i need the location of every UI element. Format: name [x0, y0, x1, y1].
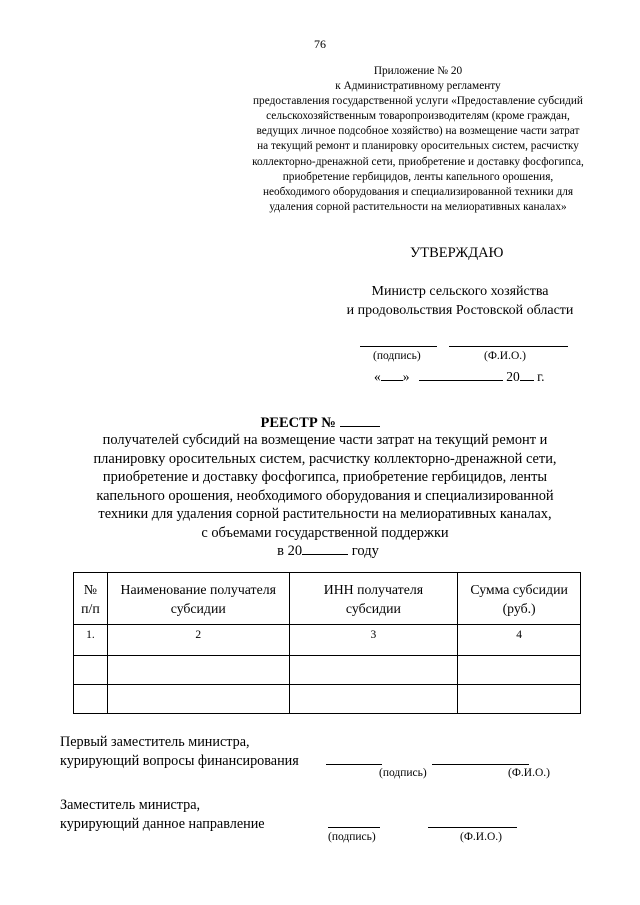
appendix-line: на текущий ремонт и планировку оросительных систем, расчистку: [257, 140, 579, 153]
register-year-suffix: году: [351, 543, 379, 559]
appendix-line: сельскохозяйственным товаропроизводителям (кроме граждан,: [266, 110, 570, 123]
header-line: субсидии: [170, 600, 226, 616]
date-quote-close: »: [402, 369, 410, 384]
table-row: [74, 656, 581, 685]
signatory-2-name-line: [428, 827, 517, 828]
table-header-recipient: [107, 573, 289, 625]
table-cell: 3: [289, 625, 458, 656]
table-cell: [74, 685, 108, 714]
appendix-line: ведущих личное подсобное хозяйство) на возмещение части затрат: [256, 125, 580, 138]
register-year-prefix: в 20: [277, 543, 303, 559]
date-year-blank: [520, 368, 534, 381]
signatory-1-signature-caption: (подпись): [379, 767, 427, 779]
register-year-blank: [302, 542, 348, 555]
date-day-blank: [381, 368, 403, 381]
register-title: [0, 413, 640, 432]
signatory-1-name-caption: (Ф.И.О.): [508, 767, 550, 779]
header-line: (руб.): [502, 600, 536, 616]
table-cell: 4: [458, 625, 581, 656]
register-description-line: приобретение и доставку фосфогипса, приобретение гербицидов, ленты: [102, 469, 548, 486]
signatory-line: курирующий вопросы финансирования: [60, 752, 299, 769]
table-cell: [289, 656, 458, 685]
approval-position: [330, 282, 590, 320]
signatory-2-signature-line: [328, 827, 380, 828]
register-description-line: с объемами государственной поддержки: [201, 524, 449, 541]
date-year-suffix: г.: [537, 369, 545, 384]
signatory-deputy: [60, 796, 265, 833]
header-line: Наименование получателя: [120, 581, 276, 597]
approval-position-line: Министр сельского хозяйства: [371, 284, 549, 299]
signatory-line: Первый заместитель министра,: [60, 734, 250, 750]
signatory-2-name-caption: (Ф.И.О.): [460, 831, 502, 843]
table-cell: [458, 685, 581, 714]
approval-date: [374, 368, 545, 385]
appendix-line: приобретение гербицидов, ленты капельного орошения,: [282, 170, 554, 183]
signatory-1-name-line: [432, 764, 529, 765]
page-number: 76: [314, 37, 326, 51]
table-cell: [107, 656, 289, 685]
approval-signature-line: [360, 346, 437, 347]
table-header-inn: [289, 573, 458, 625]
register-description-line: получателей субсидий на возмещение части затрат на текущий ремонт и: [102, 432, 548, 448]
table-header-row: [74, 573, 581, 625]
register-description-line: капельного орошения, необходимого оборудования и специализированной: [96, 487, 554, 504]
approval-name-caption: (Ф.И.О.): [484, 350, 526, 362]
register-number-blank: [340, 413, 380, 427]
appendix-line: коллекторно-дренажной сети, приобретение и доставку фосфогипса,: [252, 155, 584, 168]
approval-signature-caption: (подпись): [373, 350, 421, 362]
signatory-line: курирующий данное направление: [60, 815, 265, 832]
header-line: субсидии: [345, 600, 401, 616]
date-quote-open: «: [374, 369, 381, 384]
signatory-first-deputy: [60, 733, 299, 770]
table-cell: 1.: [74, 625, 108, 656]
appendix-line: к Административному регламенту: [335, 80, 501, 93]
register-table: [73, 572, 581, 714]
table-cell: [74, 656, 108, 685]
appendix-header: [180, 64, 640, 215]
table-header-number: [74, 573, 108, 625]
table-cell: 2: [107, 625, 289, 656]
appendix-line: Приложение № 20: [373, 65, 463, 77]
approval-title: УТВЕРЖДАЮ: [410, 245, 504, 261]
date-month-blank: [419, 368, 503, 381]
table-cell: [107, 685, 289, 714]
appendix-line: предоставления государственной услуги «Предоставление субсидий: [253, 95, 583, 108]
table-row: [74, 685, 581, 714]
appendix-line: необходимого оборудования и специализированной техники для: [262, 185, 574, 198]
appendix-line: удаления сорной растительности на мелиоративных каналах»: [269, 200, 567, 213]
register-description: [70, 431, 580, 543]
date-year-prefix: 20: [506, 369, 520, 384]
approval-position-line: и продовольствия Ростовской области: [346, 303, 574, 318]
register-title-text: РЕЕСТР №: [260, 415, 336, 431]
register-description-line: техники для удаления сорной растительности на мелиоративных каналах,: [98, 506, 552, 523]
table-cell: [458, 656, 581, 685]
signatory-2-signature-caption: (подпись): [328, 831, 376, 843]
signatory-line: Заместитель министра,: [60, 797, 201, 813]
signatory-1-signature-line: [326, 764, 382, 765]
header-line: ИНН получателя: [323, 581, 424, 597]
table-cell: [289, 685, 458, 714]
register-description-line: планировку оросительных систем, расчистку коллекторно-дренажной сети,: [93, 450, 557, 467]
table-header-amount: [458, 573, 581, 625]
table-column-numbers-row: [74, 625, 581, 656]
approval-name-line: [449, 346, 568, 347]
header-line: Сумма субсидии: [470, 581, 568, 597]
register-year-line: [0, 542, 640, 560]
header-line: №: [83, 581, 98, 597]
header-line: п/п: [81, 600, 100, 616]
